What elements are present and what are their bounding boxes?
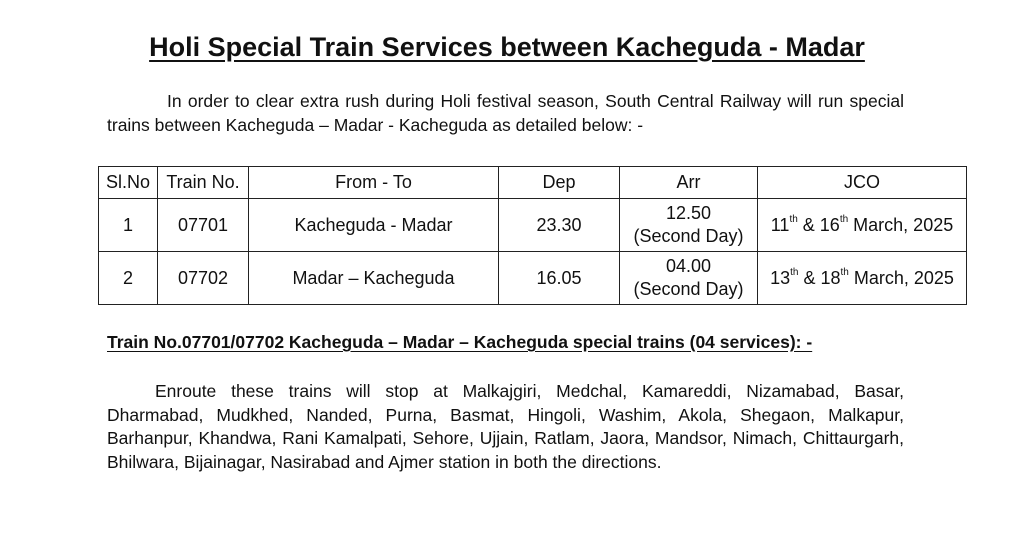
jco-day-1: 13 — [770, 267, 791, 288]
cell-jco — [758, 199, 967, 252]
cell-jco — [758, 252, 967, 305]
cell-route: Madar – Kacheguda — [249, 252, 499, 305]
header-dep: Dep — [499, 167, 620, 199]
table-row — [99, 252, 967, 305]
jco-ampersand: & — [798, 267, 821, 288]
jco-suffix-1: th — [790, 266, 799, 278]
arr-note: (Second Day) — [633, 226, 744, 246]
jco-suffix-2: th — [839, 213, 849, 225]
header-sl-no: Sl.No — [99, 167, 158, 199]
jco-day-2: 18 — [820, 267, 841, 288]
arr-time: 12.50 — [665, 203, 712, 223]
arr-time: 04.00 — [665, 256, 712, 276]
jco-ampersand: & — [797, 214, 820, 235]
jco-day-1: 11 — [770, 214, 790, 235]
table-row — [99, 199, 967, 252]
cell-sl-no: 2 — [99, 252, 158, 305]
jco-month-year: March, 2025 — [848, 214, 954, 235]
cell-dep: 16.05 — [499, 252, 620, 305]
cell-route: Kacheguda - Madar — [249, 199, 499, 252]
cell-sl-no: 1 — [99, 199, 158, 252]
intro-paragraph: In order to clear extra rush during Holi festival season, South Central Railway will run special trains between Kacheguda – Madar - Kacheguda as detailed below: - — [107, 91, 904, 135]
jco-suffix-2: th — [840, 266, 849, 278]
header-train-no: Train No. — [158, 167, 249, 199]
cell-dep: 23.30 — [499, 199, 620, 252]
arr-note: (Second Day) — [633, 279, 744, 299]
table-header-row — [99, 167, 967, 199]
cell-arr — [620, 199, 758, 252]
stops-paragraph: Enroute these trains will stop at Malkajgiri, Medchal, Kamareddi, Nizamabad, Basar, Dharmabad, Mudkhed, Nanded, Purna, Basmat, Hingoli, Washim, Akola, Shegaon, Malkapur, Barhanpur, Khandwa, Rani Kamalpati, Sehore, Ujjain, Ratlam, Jaora, Mandsor, Nimach, Chittaurgarh, Bhilwara, Bijainagar, Nasirabad and Ajmer station in both the directions. — [107, 381, 904, 472]
jco-suffix-1: th — [789, 213, 798, 225]
header-arr: Arr — [620, 167, 758, 199]
page-title: Holi Special Train Services between Kacheguda - Madar — [149, 32, 865, 62]
cell-arr — [620, 252, 758, 305]
section-heading: Train No.07701/07702 Kacheguda – Madar – Kacheguda special trains (04 services): - — [107, 332, 813, 352]
train-schedule-table — [98, 166, 967, 305]
cell-train-no: 07702 — [158, 252, 249, 305]
cell-train-no: 07701 — [158, 199, 249, 252]
jco-day-2: 16 — [819, 214, 840, 235]
header-jco: JCO — [758, 167, 967, 199]
jco-month-year: March, 2025 — [848, 267, 954, 288]
header-from-to: From - To — [249, 167, 499, 199]
